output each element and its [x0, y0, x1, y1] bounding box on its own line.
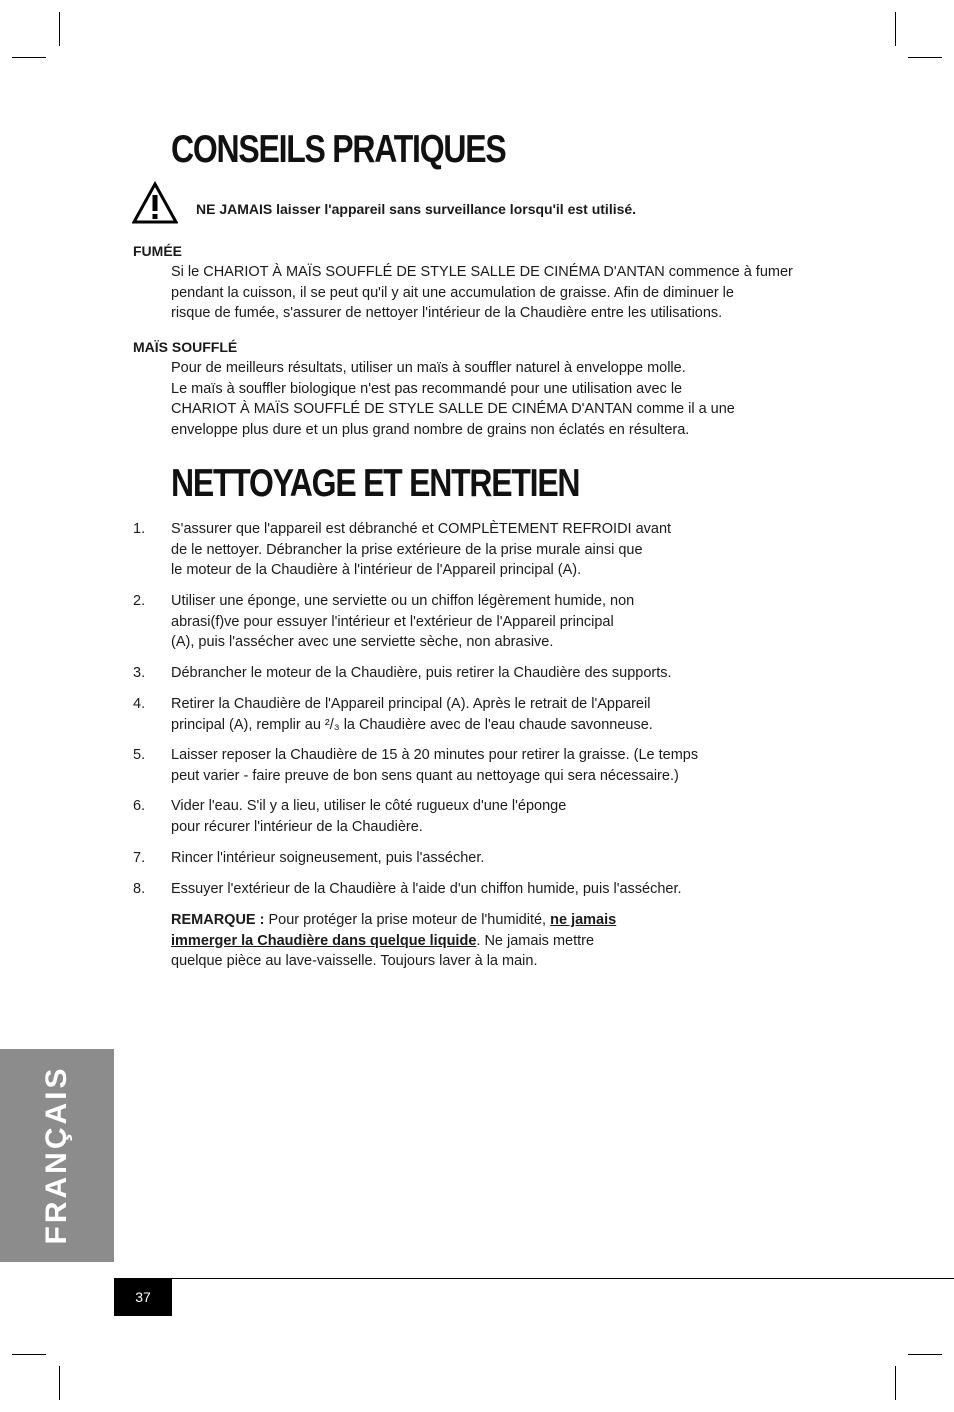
item-number: 8. [133, 881, 146, 897]
language-tab [0, 1049, 114, 1262]
text-line: Rincer l'intérieur soigneusement, puis l'assécher. [171, 850, 485, 866]
crop-mark [895, 12, 896, 46]
crop-mark [908, 1354, 942, 1355]
footer-rule [114, 1278, 954, 1279]
heading-fumee: FUMÉE [133, 243, 182, 259]
heading-mais-souffle: MAÏS SOUFFLÉ [133, 339, 238, 355]
crop-mark [895, 1366, 896, 1400]
text-line: pour récurer l'intérieur de la Chaudière. [171, 818, 423, 835]
item-number: 3. [133, 665, 146, 681]
item-number: 6. [133, 798, 146, 814]
page-number: 37 [114, 1278, 172, 1316]
text-line: Débrancher le moteur de la Chaudière, puis retirer la Chaudière des supports. [171, 665, 672, 681]
note-text: Pour protéger la prise moteur de l'humidité, [264, 912, 551, 928]
text-line: pendant la cuisson, il se peut qu'il y ait une accumulation de graisse. Afin de diminuer le [171, 284, 734, 301]
text-line: enveloppe plus dure et un plus grand nombre de grains non éclatés en résultera. [171, 421, 690, 438]
crop-mark [12, 57, 46, 58]
text-line: S'assurer que l'appareil est débranché et COMPLÈTEMENT REFROIDI avant [171, 521, 672, 537]
note-text: quelque pièce au lave-vaisselle. Toujours laver à la main. [171, 953, 538, 969]
section-title-conseils: CONSEILS PRATIQUES [171, 128, 506, 171]
crop-mark [59, 12, 60, 46]
text-line: principal (A), remplir au ²/₃ la Chaudière avec de l'eau chaude savonneuse. [171, 716, 653, 733]
item-number: 1. [133, 521, 146, 537]
item-number: 7. [133, 850, 146, 866]
warning-icon [132, 181, 178, 230]
text-line: Utiliser une éponge, une serviette ou un chiffon légèrement humide, non [171, 593, 635, 609]
warning-text: NE JAMAIS laisser l'appareil sans surveillance lorsqu'il est utilisé. [196, 201, 637, 217]
text-line: (A), puis l'assécher avec une serviette sèche, non abrasive. [171, 634, 554, 650]
text-line: de le nettoyer. Débrancher la prise extérieure de la prise murale ainsi que [171, 541, 643, 558]
text-line: risque de fumée, s'assurer de nettoyer l'intérieur de la Chaudière entre les utilisations. [171, 305, 723, 321]
paragraph-mais-souffle [171, 358, 735, 440]
text-line: CHARIOT À MAÏS SOUFFLÉ DE STYLE SALLE DE CINÉMA D'ANTAN comme il a une [171, 401, 735, 417]
note-line [171, 910, 616, 931]
text-line: le moteur de la Chaudière à l'intérieur de l'Appareil principal (A). [171, 562, 582, 578]
note-text: . Ne jamais mettre [476, 932, 595, 949]
text-line: Le maïs à souffler biologique n'est pas recommandé pour une utilisation avec le [171, 380, 683, 397]
text-line: Vider l'eau. S'il y a lieu, utiliser le côté rugueux d'une l'éponge [171, 798, 567, 814]
text-line: Essuyer l'extérieur de la Chaudière à l'aide d'un chiffon humide, puis l'assécher. [171, 881, 682, 897]
text-line: Laisser reposer la Chaudière de 15 à 20 minutes pour retirer la graisse. (Le temps [171, 747, 699, 763]
item-number: 2. [133, 593, 146, 609]
section-title-nettoyage: NETTOYAGE ET ENTRETIEN [171, 462, 580, 505]
crop-mark [12, 1354, 46, 1355]
item-number: 5. [133, 747, 146, 763]
warning-row [132, 181, 178, 230]
note-line [171, 931, 616, 952]
language-label: FRANÇAIS [40, 1065, 73, 1245]
text-line: Retirer la Chaudière de l'Appareil principal (A). Après le retrait de l'Appareil [171, 696, 651, 712]
note-remarque [171, 910, 616, 972]
text-line: abrasi(f)ve pour essuyer l'intérieur et l'extérieur de l'Appareil principal [171, 613, 614, 630]
text-line: peut varier - faire preuve de bon sens quant au nettoyage qui sera nécessaire.) [171, 767, 679, 784]
note-emphasis: ne jamais [550, 912, 617, 928]
crop-mark [59, 1366, 60, 1400]
note-emphasis: immerger la Chaudière dans quelque liquide [171, 932, 477, 949]
paragraph-fumee [171, 262, 793, 324]
text-line: Si le CHARIOT À MAÏS SOUFFLÉ DE STYLE SALLE DE CINÉMA D'ANTAN commence à fumer [171, 264, 793, 280]
item-number: 4. [133, 696, 146, 712]
crop-mark [908, 57, 942, 58]
text-line: Pour de meilleurs résultats, utiliser un maïs à souffler naturel à enveloppe molle. [171, 360, 686, 376]
note-label: REMARQUE : [171, 912, 265, 928]
